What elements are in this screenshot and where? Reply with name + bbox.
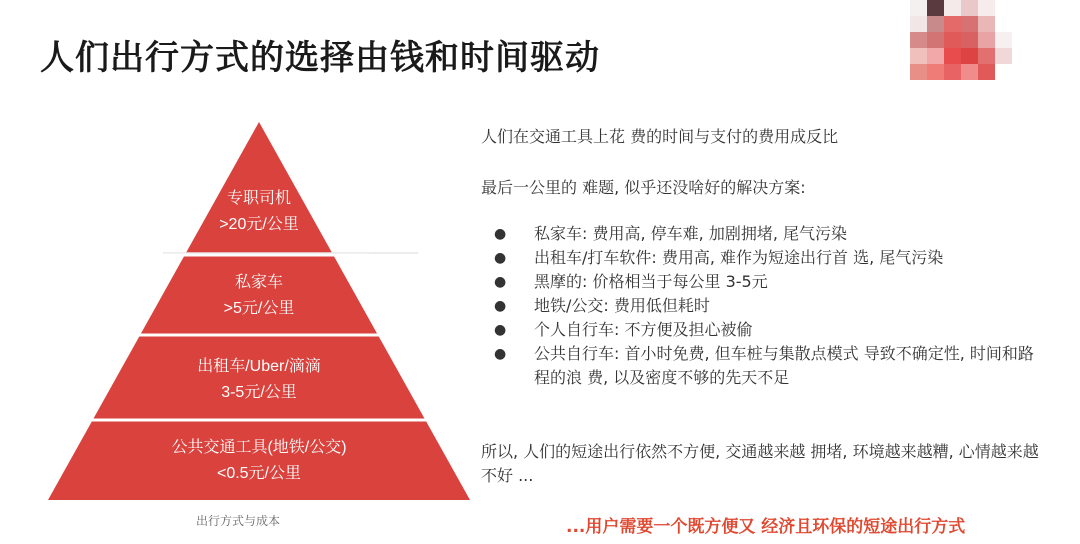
tier-name: 公共交通工具(地铁/公交) [171,439,347,456]
tier-cost: 3-5元/公里 [221,384,297,401]
bullet-icon: ● [494,250,507,266]
bullet-icon: ● [494,346,507,362]
list-item: ● 个人自行车: 不方便及担心被偷 [481,318,1051,342]
pyramid-tier-1 [48,186,470,238]
tier-name: 私家车 [234,274,283,291]
cost-pyramid [48,122,470,502]
bullet-icon: ● [494,274,507,290]
pyramid-tier-4 [48,435,470,487]
option-bullet-list [481,222,1051,390]
tier-name: 专职司机 [226,190,291,207]
paragraph-last-mile: 最后一公里的 难题, 似乎还没啥好的解决方案: [481,178,806,197]
paragraph-inverse-relation: 人们在交通工具上花 费的时间与支付的费用成反比 [481,127,839,146]
bullet-icon: ● [494,322,507,338]
list-item: ● 出租车/打车软件: 费用高, 难作为短途出行首 选, 尾气污染 [481,246,1051,270]
pyramid-tier-3 [48,354,470,406]
highlight-statement: ...用户需要一个既方便又 经济且环保的短途出行方式 [566,517,966,537]
list-item: ● 地铁/公交: 费用低但耗时 [481,294,1051,318]
tier-cost: >5元/公里 [223,300,295,317]
tier-cost: <0.5元/公里 [216,465,302,482]
paragraph-conclusion: 所以, 人们的短途出行依然不方便, 交通越来越 拥堵, 环境越来越糟, 心情越来越不好 ... [481,442,1039,485]
pyramid-tier-2 [48,270,470,322]
tier-name: 出租车/Uber/滴滴 [197,358,321,375]
list-item: ● 公共自行车: 首小时免费, 但车桩与集散点模式 导致不确定性, 时间和路程的浪 费, 以及密度不够的先天不足 [494,344,1034,387]
avatar [910,0,1012,80]
tier-cost: >20元/公里 [219,216,299,233]
list-item: ● 私家车: 费用高, 停车难, 加剧拥堵, 尾气污染 [481,222,1051,246]
pyramid-caption: 出行方式与成本 [196,514,281,528]
slide-title: 人们出行方式的选择由钱和时间驱动 [40,38,600,78]
bullet-icon: ● [494,226,507,242]
list-item: ● 黑摩的: 价格相当于每公里 3-5元 [481,270,1051,294]
bullet-icon: ● [494,298,507,314]
